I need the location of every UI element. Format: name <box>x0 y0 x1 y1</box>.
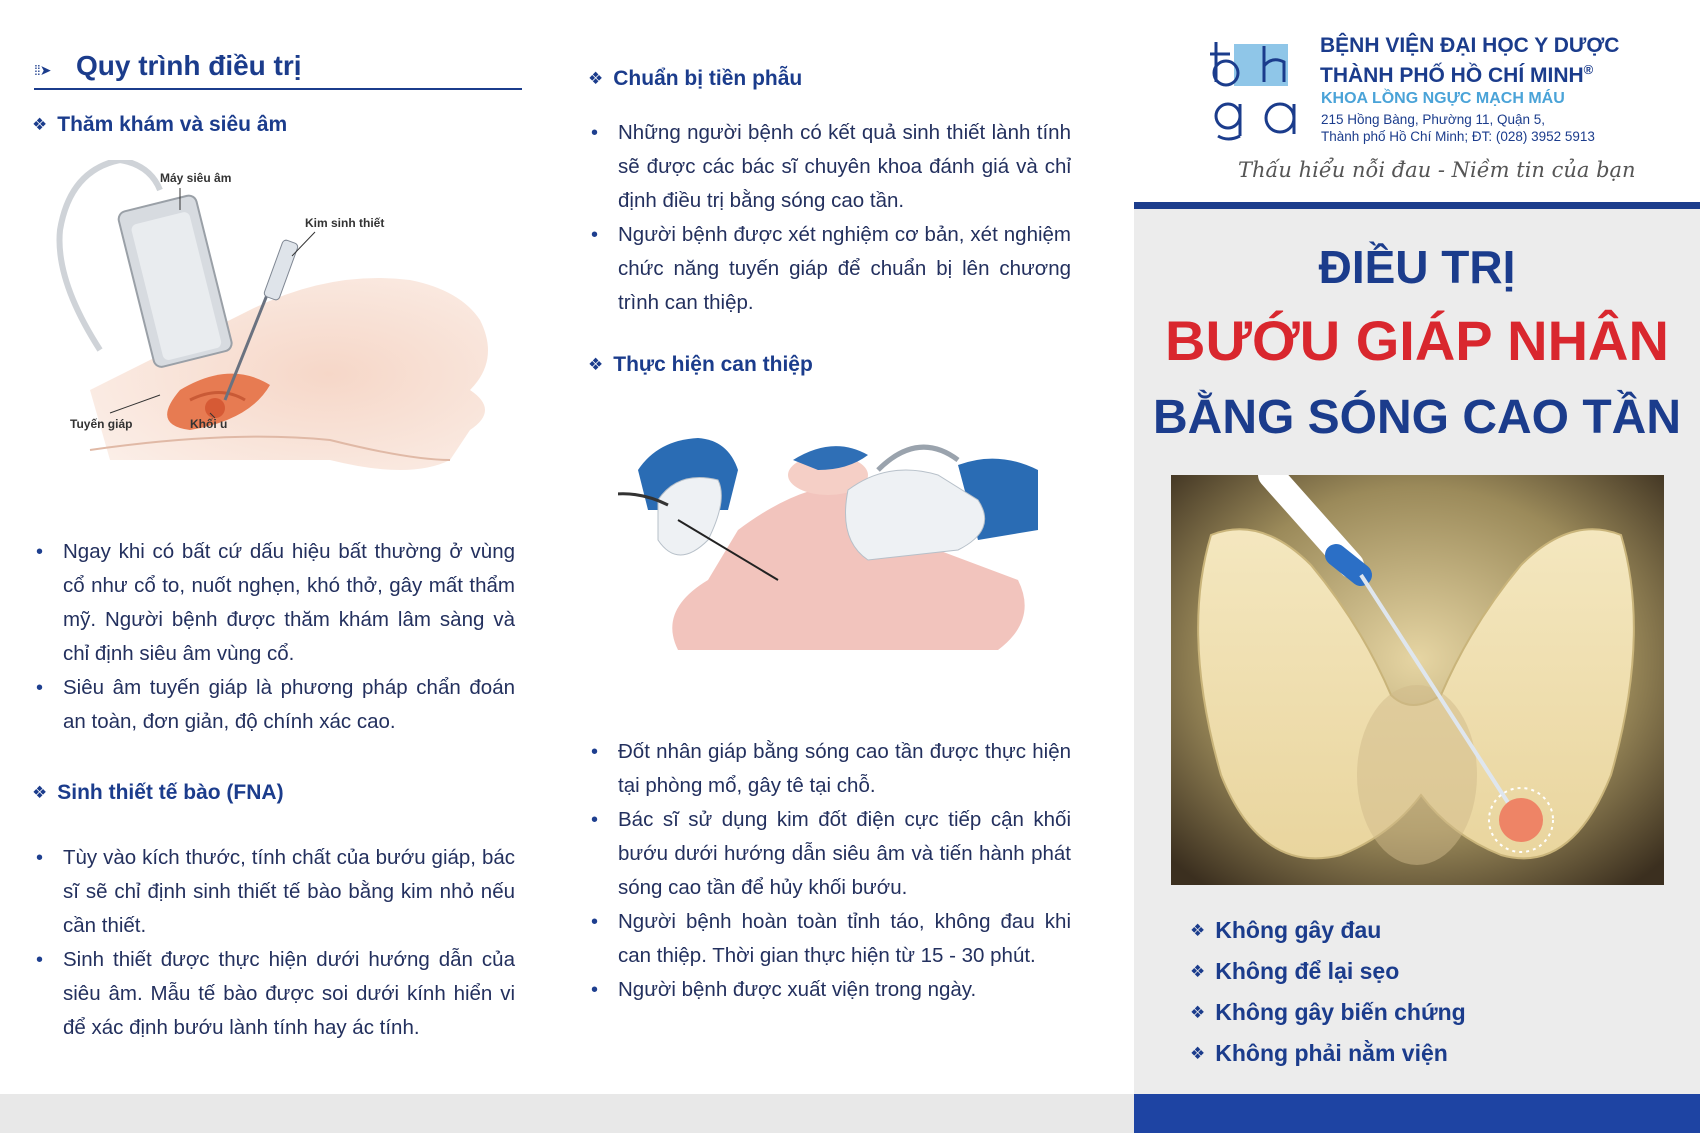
hospital-name-line1: BỆNH VIỆN ĐẠI HỌC Y DƯỢC <box>1320 34 1620 57</box>
label-tumor: Khối u <box>190 417 228 431</box>
heading-exam-text: Thăm khám và siêu âm <box>57 113 288 136</box>
heading-preop-text: Chuẩn bị tiền phẫu <box>613 67 803 90</box>
cover-title-line1: ĐIỀU TRỊ <box>1318 241 1516 293</box>
procedure-illustration <box>618 430 1038 660</box>
heading-biopsy-text: Sinh thiết tế bào (FNA) <box>57 781 284 804</box>
heading-exam <box>32 113 287 137</box>
preop-list <box>589 116 1071 320</box>
dots-arrow-icon: ⁞⁞➤ <box>34 62 51 78</box>
list-item: • Siêu âm tuyến giáp là phương pháp chẩn đoán an toàn, đơn giản, độ chính xác cao. <box>34 671 515 739</box>
hospital-name-line2-text: THÀNH PHỐ HỒ CHÍ MINH <box>1320 64 1584 87</box>
hospital-name-line2 <box>1320 62 1593 88</box>
exam-list <box>34 535 515 739</box>
list-item: • Ngay khi có bất cứ dấu hiệu bất thường ở vùng cổ như cổ to, nuốt nghẹn, khó thở, gây mất thẩm mỹ. Người bệnh được thăm khám lâm sàng và chỉ định siêu âm vùng cổ. <box>34 535 515 671</box>
heading-procedure <box>588 353 813 377</box>
heading-biopsy <box>32 781 284 805</box>
list-item: • Tùy vào kích thước, tính chất của bướu giáp, bác sĩ sẽ chỉ định sinh thiết tế bào bằng kim nhỏ nếu cần thiết. <box>34 841 515 943</box>
heading-procedure-text: Thực hiện can thiệp <box>613 353 813 376</box>
biopsy-list <box>34 841 515 1045</box>
list-item: • Người bệnh được xét nghiệm cơ bản, xét nghiệm chức năng tuyến giáp để chuẩn bị lên chương trình can thiệp. <box>589 218 1071 320</box>
diamond-bullet-icon: ❖ <box>1190 961 1206 981</box>
diamond-bullet-icon: ❖ <box>1190 1043 1206 1063</box>
registered-mark: ® <box>1583 62 1594 77</box>
cover-title-line2: BƯỚU GIÁP NHÂN <box>1165 309 1669 372</box>
thyroid-ablation-image <box>1171 475 1664 885</box>
bottom-navy-bar <box>1134 1094 1700 1133</box>
hospital-logo <box>1208 38 1306 142</box>
list-item: • Người bệnh được xuất viện trong ngày. <box>589 973 1071 1007</box>
benefit-text: Không phải nằm viện <box>1215 1040 1448 1066</box>
list-item: • Sinh thiết được thực hiện dưới hướng dẫn của siêu âm. Mẫu tế bào được soi dưới kính hiển vi để xác định bướu lành tính hay ác tính. <box>34 943 515 1045</box>
diamond-bullet-icon: ❖ <box>588 69 604 88</box>
header-divider <box>1134 202 1700 209</box>
list-item: • Người bệnh hoàn toàn tỉnh táo, không đau khi can thiệp. Thời gian thực hiện từ 15 - 30 phút. <box>589 905 1071 973</box>
slogan: Thấu hiểu nỗi đau - Niềm tin của bạn <box>1238 158 1636 182</box>
section-title-text: Quy trình điều trị <box>76 50 302 81</box>
benefit-item <box>1190 910 1466 951</box>
benefit-text: Không gây biến chứng <box>1215 999 1466 1025</box>
bottom-gray-bar <box>0 1094 1134 1133</box>
benefit-item <box>1190 1033 1466 1074</box>
diamond-bullet-icon: ❖ <box>1190 1002 1206 1022</box>
diamond-bullet-icon: ❖ <box>32 115 48 134</box>
benefit-text: Không gây đau <box>1215 917 1382 943</box>
diamond-bullet-icon: ❖ <box>588 355 604 374</box>
label-needle: Kim sinh thiết <box>305 216 385 230</box>
department-name: KHOA LỒNG NGỰC MẠCH MÁU <box>1321 90 1565 107</box>
list-item: • Những người bệnh có kết quả sinh thiết lành tính sẽ được các bác sĩ chuyên khoa đánh giá và chỉ định điều trị bằng sóng cao tần. <box>589 116 1071 218</box>
benefit-text: Không để lại sẹo <box>1215 958 1400 984</box>
list-item: • Bác sĩ sử dụng kim đốt điện cực tiếp cận khối bướu dưới hướng dẫn siêu âm và tiến hành phát sóng cao tần để hủy khối bướu. <box>589 803 1071 905</box>
benefit-item <box>1190 951 1466 992</box>
address-line2: Thành phố Hồ Chí Minh; ĐT: (028) 3952 5913 <box>1321 129 1595 144</box>
diamond-bullet-icon: ❖ <box>32 783 48 802</box>
label-thyroid: Tuyến giáp <box>70 417 133 431</box>
list-item: • Đốt nhân giáp bằng sóng cao tần được thực hiện tại phòng mổ, gây tê tại chỗ. <box>589 735 1071 803</box>
cover-title-line3: BẰNG SÓNG CAO TẦN <box>1153 391 1681 444</box>
address-line1: 215 Hồng Bàng, Phường 11, Quận 5, <box>1321 112 1546 127</box>
label-probe: Máy siêu âm <box>160 171 232 185</box>
heading-preop <box>588 67 802 91</box>
section-title <box>34 48 522 90</box>
procedure-list <box>589 735 1071 1007</box>
benefit-item <box>1190 992 1466 1033</box>
ultrasound-biopsy-illustration <box>30 160 520 490</box>
diamond-bullet-icon: ❖ <box>1190 920 1206 940</box>
benefit-list <box>1190 910 1466 1074</box>
